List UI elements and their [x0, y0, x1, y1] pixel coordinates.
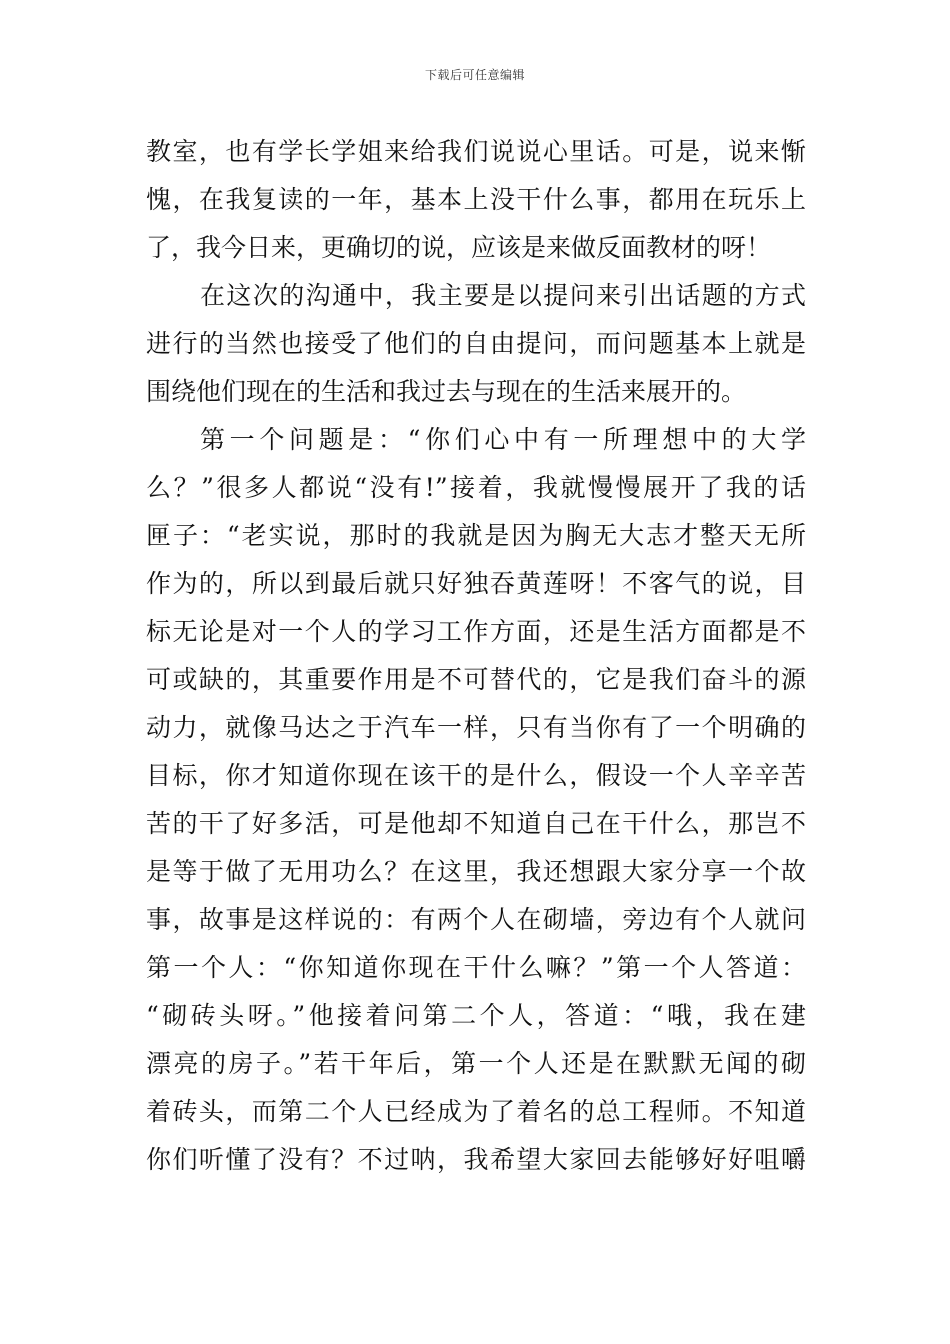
text-line: 标无论是对一个人的学习工作方面，还是生活方面都是不: [146, 617, 806, 646]
text-line: 围绕他们现在的生活和我过去与现在的生活来展开的。: [146, 377, 747, 406]
page-header: 下载后可任意编辑: [424, 68, 525, 82]
text-line: 事，故事是这样说的：有两个人在砌墙，旁边有个人就问: [146, 905, 806, 934]
paragraph-first-line: 第一个问题是：“你们心中有一所理想中的大学: [200, 425, 806, 454]
text-line: 么？”很多人都说“没有!”接着，我就慢慢展开了我的话: [146, 473, 806, 502]
text-line: 进行的当然也接受了他们的自由提问，而问题基本上就是: [146, 329, 806, 358]
text-line: 漂亮的房子。”若干年后，第一个人还是在默默无闻的砌: [146, 1049, 806, 1078]
text-line: 教室，也有学长学姐来给我们说说心里话。可是，说来惭: [146, 137, 806, 166]
text-line: 是等于做了无用功么？在这里，我还想跟大家分享一个故: [146, 857, 806, 886]
text-line: 可或缺的，其重要作用是不可替代的，它是我们奋斗的源: [146, 665, 806, 694]
text-line: “砌砖头呀。”他接着问第二个人，答道：“哦，我在建: [146, 1001, 806, 1030]
paragraph-first-line: 在这次的沟通中，我主要是以提问来引出话题的方式: [200, 281, 806, 310]
text-line: 苦的干了好多活，可是他却不知道自己在干什么，那岂不: [146, 809, 806, 838]
text-line: 匣子：“老实说，那时的我就是因为胸无大志才整天无所: [146, 521, 806, 550]
text-line: 着砖头，而第二个人已经成为了着名的总工程师。不知道: [146, 1097, 806, 1126]
text-line: 动力，就像马达之于汽车一样，只有当你有了一个明确的: [146, 713, 806, 742]
text-line: 你们听懂了没有？不过呐，我希望大家回去能够好好咀嚼: [146, 1145, 806, 1174]
body-text: [146, 128, 806, 1184]
text-line: 愧，在我复读的一年，基本上没干什么事，都用在玩乐上: [146, 185, 806, 214]
text-line: 作为的，所以到最后就只好独吞黄莲呀！不客气的说，目: [146, 569, 806, 598]
text-line: 目标，你才知道你现在该干的是什么，假设一个人辛辛苦: [146, 761, 806, 790]
text-line: 第一个人：“你知道你现在干什么嘛？”第一个人答道：: [146, 953, 806, 982]
text-line: 了，我今日来，更确切的说，应该是来做反面教材的呀！: [146, 233, 772, 262]
